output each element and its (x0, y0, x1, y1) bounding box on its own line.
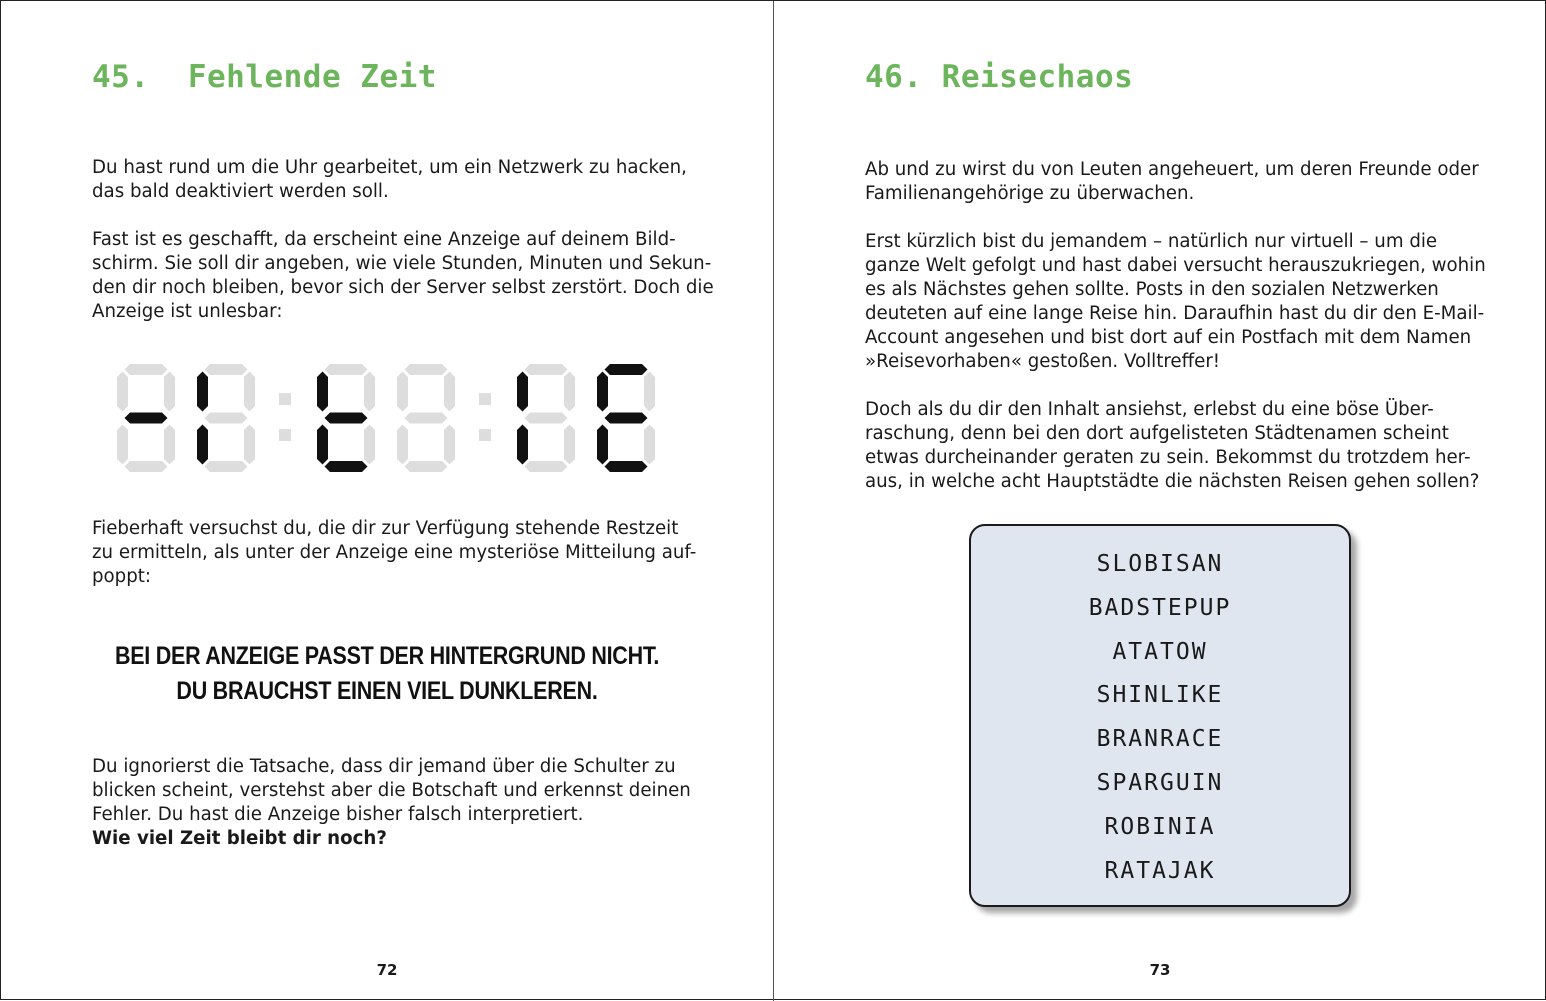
question-text: Wie viel Zeit bleibt dir noch? (92, 828, 387, 849)
display-digit-1 (117, 364, 175, 472)
digit-1-segment-b (164, 372, 175, 412)
digit-3-segment-a (325, 364, 368, 375)
display-digit-5 (517, 364, 575, 472)
scrambled-city-6: SPARGUIN (1096, 769, 1224, 796)
digit-5-segment-f (517, 372, 528, 412)
left-page (1, 1, 773, 1001)
digit-2-segment-e (197, 425, 208, 465)
scrambled-city-8: RATAJAK (1104, 857, 1216, 884)
digit-4-segment-a (405, 364, 448, 375)
puzzle-45-paragraph-2: Fast ist es geschafft, da erscheint eine Anzeige auf deinem Bild- schirm. Sie soll dir angeben, wie viele Stunden, Minuten und Sekun- den dir noch bleiben, bevor sich der Server selbst zerstört. Doch die Anzeige ist unlesbar: (92, 229, 714, 322)
digit-5-segment-d (525, 461, 568, 472)
digit-3-segment-c (364, 425, 375, 465)
puzzle-46-paragraph-2: Erst kürzlich bist du jemandem – natürlich nur virtuell – um die ganze Welt gefolgt und hast dabei versucht herauszukriegen, wohin es als Nächstes gehen sollte. Posts in den sozialen Netzwerken deuteten auf eine lange Reise hin. Daraufhin hast du dir den E-Mail- Account angesehen und bist dort auf ein Postfach mit dem Namen »Reisevorhaben« gestoßen. Volltreffer! (865, 231, 1486, 372)
digit-4-segment-e (397, 425, 408, 465)
digit-2-segment-d (205, 461, 248, 472)
digit-6-segment-b (644, 372, 655, 412)
colon-2-dot-1 (479, 393, 491, 405)
digit-3-segment-d (325, 461, 368, 472)
colon-2-dot-2 (479, 429, 491, 441)
digit-2-segment-b (244, 372, 255, 412)
puzzle-45-paragraph-3: Fieberhaft versuchst du, die dir zur Verfügung stehende Restzeit zu ermitteln, als unter der Anzeige eine mysteriöse Mitteilung auf- poppt: (92, 518, 697, 587)
digit-4-segment-b (444, 372, 455, 412)
message-line-2: DU BRAUCHST EINEN VIEL DUNKLEREN. (176, 677, 598, 705)
digit-4-segment-g (405, 413, 448, 424)
digit-2-segment-a (205, 364, 248, 375)
scrambled-city-3: ATATOW (1112, 638, 1208, 665)
digit-1-segment-f (117, 372, 128, 412)
digit-5-segment-a (525, 364, 568, 375)
digit-5-segment-c (564, 425, 575, 465)
colon-1-dot-2 (279, 429, 291, 441)
page-number-right: 73 (1149, 961, 1171, 979)
seven-segment-display (113, 361, 663, 476)
digit-3-segment-f (317, 372, 328, 412)
digit-1-segment-d (125, 461, 168, 472)
scrambled-city-1: SLOBISAN (1096, 551, 1224, 577)
puzzle-45-question (92, 827, 387, 851)
digit-6-segment-c (644, 425, 655, 465)
page-number-left: 72 (376, 961, 398, 979)
scrambled-city-7: ROBINIA (1104, 813, 1216, 840)
scrambled-cities-box (969, 524, 1351, 907)
puzzle-45-intro: Du hast rund um die Uhr gearbeitet, um ein Netzwerk zu hacken, das bald deaktiviert werden soll. (92, 157, 687, 202)
display-digit-3 (317, 364, 375, 472)
digit-1-segment-e (117, 425, 128, 465)
puzzle-45-title: 45. Fehlende Zeit (92, 59, 437, 95)
digit-3-segment-b (364, 372, 375, 412)
message-line-1: BEI DER ANZEIGE PASST DER HINTERGRUND NICHT. (114, 642, 660, 670)
scrambled-city-list (971, 545, 1349, 895)
colon-1-dot-1 (279, 393, 291, 405)
digit-2-segment-g (205, 413, 248, 424)
digit-2-segment-c (244, 425, 255, 465)
digit-5-segment-e (517, 425, 528, 465)
digit-5-segment-b (564, 372, 575, 412)
scrambled-city-5: BRANRACE (1096, 726, 1224, 753)
digit-2-segment-f (197, 372, 208, 412)
puzzle-46-title: 46. Reisechaos (865, 59, 1134, 95)
digit-4-segment-c (444, 425, 455, 465)
puzzle-46-intro: Ab und zu wirst du von Leuten angeheuert, um deren Freunde oder Familienangehörige zu überwachen. (865, 159, 1479, 204)
digit-1-segment-c (164, 425, 175, 465)
puzzle-45-paragraph-4: Du ignorierst die Tatsache, dass dir jemand über die Schulter zu blicken scheint, verstehst aber die Botschaft und erkennst deinen Fehler. Du hast die Anzeige bisher falsch interpretiert. (92, 756, 691, 825)
scrambled-city-4: SHINLIKE (1096, 682, 1224, 709)
digit-1-segment-a (125, 364, 168, 375)
right-page (774, 1, 1546, 1001)
digit-4-segment-f (397, 372, 408, 412)
digit-6-segment-d (605, 461, 648, 472)
digit-6-segment-a (605, 364, 648, 375)
digit-4-segment-d (405, 461, 448, 472)
display-digit-2 (197, 364, 255, 472)
digit-5-segment-g (525, 413, 568, 424)
display-digit-4 (397, 364, 455, 472)
digit-6-segment-g (605, 413, 648, 424)
digit-3-segment-g (325, 413, 368, 424)
digit-1-segment-g (125, 413, 168, 424)
digit-6-segment-f (597, 372, 608, 412)
seven-segment-display-graphic (113, 361, 663, 476)
digit-3-segment-e (317, 425, 328, 465)
puzzle-46-paragraph-3: Doch als du dir den Inhalt ansiehst, erlebst du eine böse Über- raschung, denn bei den dort aufgelisteten Städtenamen scheint etwas durcheinander geraten zu sein. Bekommst du trotzdem her- aus, in welche acht Hauptstädte die nächsten Reisen gehen sollen? (865, 399, 1480, 492)
scrambled-city-2: BADSTEPUP (1088, 594, 1232, 621)
display-digit-6 (597, 364, 655, 472)
digit-6-segment-e (597, 425, 608, 465)
